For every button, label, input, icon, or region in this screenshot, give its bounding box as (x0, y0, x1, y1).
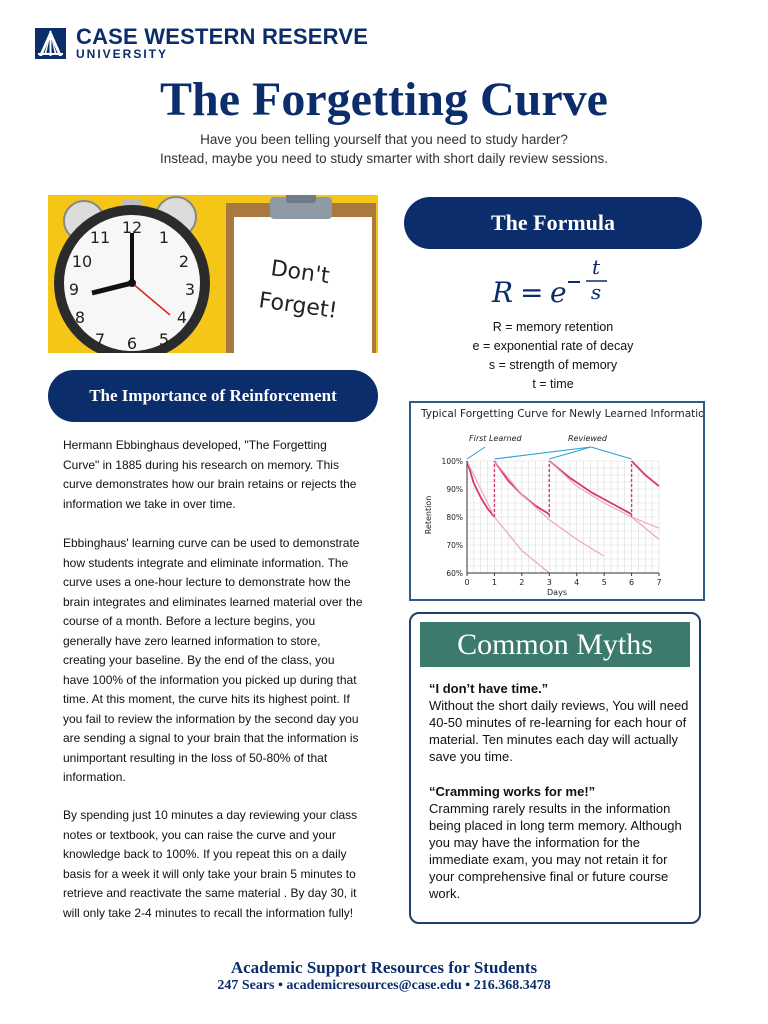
reinforcement-paragraph: Ebbinghaus' learning curve can be used to demonstrate how students integrate and eliminate information. The curve uses a one-hour lecture to demonstrate how the brain integrates and eliminates learned material over the course of a month. Before a lecture begins, you generally have zero learned information to store, creating your baseline. By the end of the class, you have 100% of the information you picked up during that time. At this moment, the curve hits its highest point. If you fail to review the information by the second day you are sending a signal to your brain that the information is unimportant resulting in the loss of 50-80% of that information. (63, 536, 363, 784)
university-name: CASE WESTERN RESERVE (76, 24, 369, 49)
svg-text:10: 10 (71, 252, 93, 271)
x-tick-label: 0 (464, 578, 470, 587)
formula-definitions (404, 318, 702, 394)
x-tick-label: 2 (519, 578, 525, 587)
svg-text:2: 2 (178, 252, 190, 271)
svg-text:6: 6 (126, 334, 138, 353)
myth-text: Cramming rarely results in the information being placed in long term memory. Although you may have the information for the immediate exam, you may not retain it for your comprehensive final or future course work. (429, 801, 682, 901)
y-tick-label: 100% (441, 457, 463, 466)
myth-text: Without the short daily reviews, You will need 40-50 minutes of re-learning for each hour of material. Ten minutes each day will actually save you time. (429, 698, 689, 764)
myth-item (429, 680, 691, 765)
chart-svg (411, 403, 703, 599)
annotation-pointer (591, 447, 632, 459)
svg-text:s: s (590, 280, 602, 304)
forgetting-curve-chart (409, 401, 705, 601)
y-tick-label: 60% (446, 569, 463, 578)
x-tick-label: 3 (546, 578, 552, 587)
chart-annotation: Reviewed (568, 434, 607, 443)
myths-heading: Common Myths (420, 622, 690, 667)
myth-item (429, 783, 691, 902)
x-axis-label: Days (547, 588, 567, 597)
svg-text:5: 5 (158, 330, 170, 349)
svg-text:4: 4 (176, 308, 188, 327)
y-tick-label: 80% (446, 513, 463, 522)
svg-text:3: 3 (184, 280, 196, 299)
page-subtitle (0, 130, 768, 168)
y-axis-label: Retention (424, 495, 433, 535)
reinforcement-heading: The Importance of Reinforcement (48, 370, 378, 422)
svg-text:7: 7 (94, 330, 106, 349)
subtitle-line: Instead, maybe you need to study smarter with short daily review sessions. (160, 151, 608, 166)
x-tick-label: 5 (601, 578, 607, 587)
definition-r: R = memory retention (492, 320, 614, 334)
formula-heading: The Formula (404, 197, 702, 249)
definition-t: t = time (532, 377, 574, 391)
footer-title: Academic Support Resources for Students (230, 958, 538, 977)
clock-and-note-photo (48, 195, 378, 353)
x-tick-label: 1 (491, 578, 497, 587)
university-logo-mark (35, 28, 66, 59)
y-tick-label: 70% (446, 541, 463, 550)
annotation-pointer (467, 447, 485, 459)
x-tick-label: 6 (629, 578, 635, 587)
myth-quote: “Cramming works for me!” (429, 784, 596, 799)
x-tick-label: 7 (656, 578, 662, 587)
svg-text:R: R (492, 276, 514, 309)
chart-title: Typical Forgetting Curve for Newly Learned Information (421, 408, 703, 420)
myth-quote: “I don’t have time.” (429, 681, 549, 696)
footer-contact: 247 Sears • academicresources@case.edu • 216.368.3478 (217, 978, 551, 993)
definition-e: e = exponential rate of decay (472, 339, 634, 353)
x-tick-label: 4 (574, 578, 580, 587)
svg-text:12: 12 (121, 218, 143, 237)
subtitle-line: Have you been telling yourself that you need to study harder? (200, 132, 568, 147)
university-subtitle: UNIVERSITY (76, 47, 169, 61)
definition-s: s = strength of memory (488, 358, 618, 372)
reinforcement-paragraph: By spending just 10 minutes a day reviewing your class notes or textbook, you can raise the curve and your knowledge back to 100%. If you repeat this on a daily basis for a week it will only take your brain 5 minutes to retrieve and reactivate the same material . By day 30, it will only take 2-4 minutes to recall the information fully! (63, 808, 358, 920)
reinforcement-paragraph: Hermann Ebbinghaus developed, "The Forgetting Curve" in 1885 during his research on memory. This curve demonstrates how our brain retains or rejects the information we take in over time. (63, 438, 357, 511)
note-line: Forget! (257, 288, 339, 324)
chart-annotation: First Learned (469, 434, 522, 443)
svg-text:9: 9 (68, 280, 80, 299)
svg-text:8: 8 (74, 308, 86, 327)
formula-equation (404, 252, 702, 312)
svg-text:e: e (550, 276, 567, 309)
annotation-pointer (494, 447, 591, 459)
svg-text:1: 1 (158, 228, 170, 247)
page-title: The Forgetting Curve (160, 73, 608, 126)
svg-text:11: 11 (89, 228, 111, 247)
svg-text:t: t (591, 255, 601, 279)
note-line: Don't (269, 256, 332, 290)
svg-text:=: = (520, 276, 544, 309)
y-tick-label: 90% (446, 485, 463, 494)
annotation-pointer (549, 447, 591, 459)
